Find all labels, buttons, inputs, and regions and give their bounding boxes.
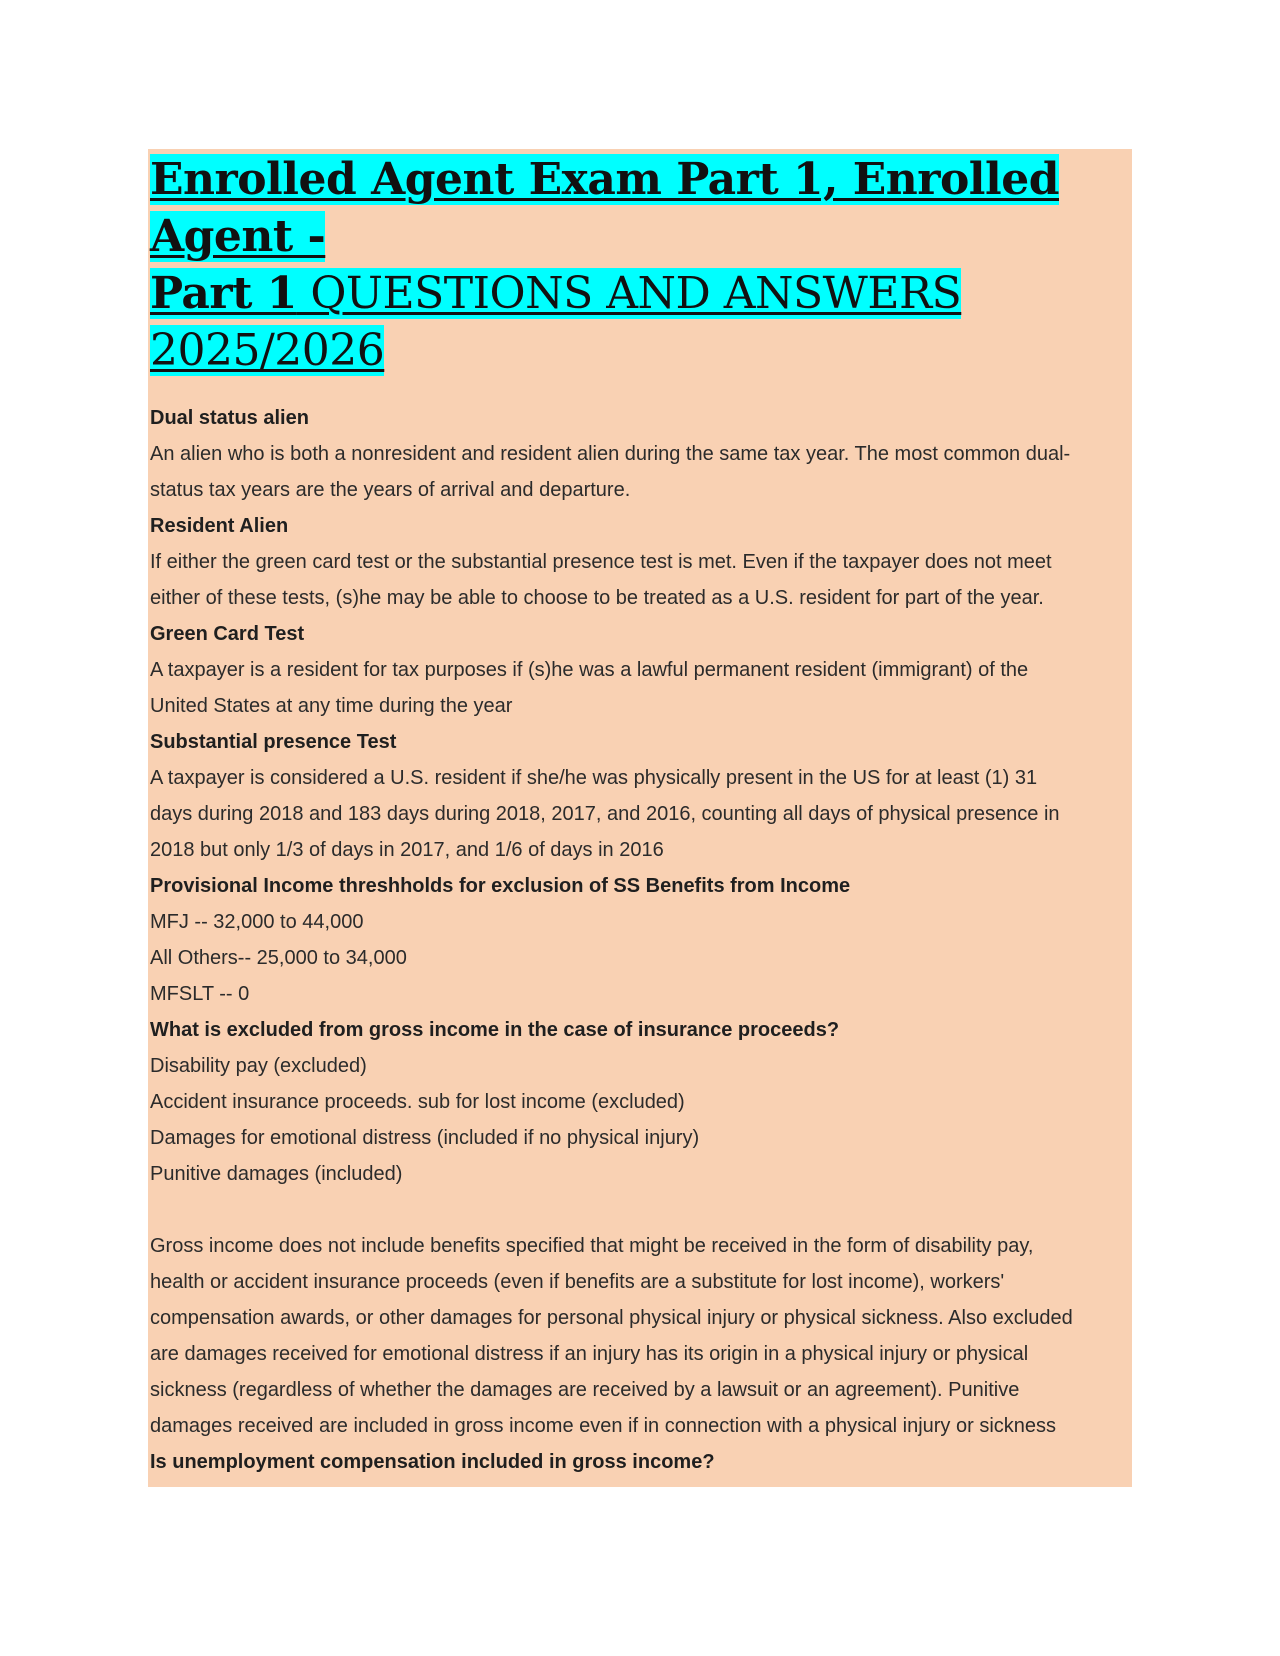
title-line-2-bold: Part 1	[150, 268, 297, 319]
question-heading: Resident Alien	[150, 515, 289, 537]
document-content-block	[148, 149, 1132, 1487]
question-heading: Substantial presence Test	[150, 731, 397, 753]
answer-line: are damages received for emotional distress if an injury has its origin in a physical injury or physical	[150, 1343, 1029, 1365]
answer-line: Accident insurance proceeds. sub for lost income (excluded)	[150, 1091, 685, 1113]
answer-line: Disability pay (excluded)	[150, 1055, 367, 1077]
question-heading: Dual status alien	[150, 407, 309, 429]
answer-line: status tax years are the years of arrival and departure.	[150, 479, 631, 501]
answer-line: MFJ -- 32,000 to 44,000	[150, 911, 364, 933]
question-heading: Green Card Test	[150, 623, 305, 645]
qa-list	[150, 400, 1130, 1480]
answer-line: A taxpayer is a resident for tax purposes if (s)he was a lawful permanent resident (immigrant) of the	[150, 659, 1029, 681]
blank-line	[150, 1192, 1130, 1228]
answer-line: 2018 but only 1/3 of days in 2017, and 1/6 of days in 2016	[150, 839, 664, 861]
answer-line: United States at any time during the year	[150, 695, 513, 717]
answer-line: damages received are included in gross income even if in connection with a physical injury or sickness	[150, 1415, 1057, 1437]
title-line-2-subtitle: QUESTIONS AND ANSWERS 2025/2026	[150, 268, 962, 376]
answer-line: If either the green card test or the substantial presence test is met. Even if the taxpayer does not meet	[150, 551, 1052, 573]
answer-line: Gross income does not include benefits specified that might be received in the form of disability pay,	[150, 1235, 1034, 1257]
document-title	[150, 151, 1100, 379]
answer-line: sickness (regardless of whether the damages are received by a lawsuit or an agreement). Punitive	[150, 1379, 1020, 1401]
question-heading: Provisional Income threshholds for exclusion of SS Benefits from Income	[150, 875, 851, 897]
answer-line: All Others-- 25,000 to 34,000	[150, 947, 407, 969]
answer-line: days during 2018 and 183 days during 2018, 2017, and 2016, counting all days of physical presence in	[150, 803, 1060, 825]
question-heading: What is excluded from gross income in the case of insurance proceeds?	[150, 1019, 840, 1041]
question-heading: Is unemployment compensation included in gross income?	[150, 1451, 715, 1473]
answer-line: compensation awards, or other damages for personal physical injury or physical sickness. Also excluded	[150, 1307, 1073, 1329]
answer-line: either of these tests, (s)he may be able to choose to be treated as a U.S. resident for part of the year.	[150, 587, 1044, 609]
answer-line: Punitive damages (included)	[150, 1163, 403, 1185]
answer-line: MFSLT -- 0	[150, 983, 250, 1005]
answer-line: health or accident insurance proceeds (even if benefits are a substitute for lost income), workers'	[150, 1271, 1005, 1293]
answer-line: Damages for emotional distress (included if no physical injury)	[150, 1127, 700, 1149]
answer-line: An alien who is both a nonresident and resident alien during the same tax year. The most common dual-	[150, 443, 1071, 465]
title-line-1: Enrolled Agent Exam Part 1, Enrolled Agent -	[150, 154, 1059, 262]
answer-line: A taxpayer is considered a U.S. resident if she/he was physically present in the US for at least (1) 31	[150, 767, 1038, 789]
